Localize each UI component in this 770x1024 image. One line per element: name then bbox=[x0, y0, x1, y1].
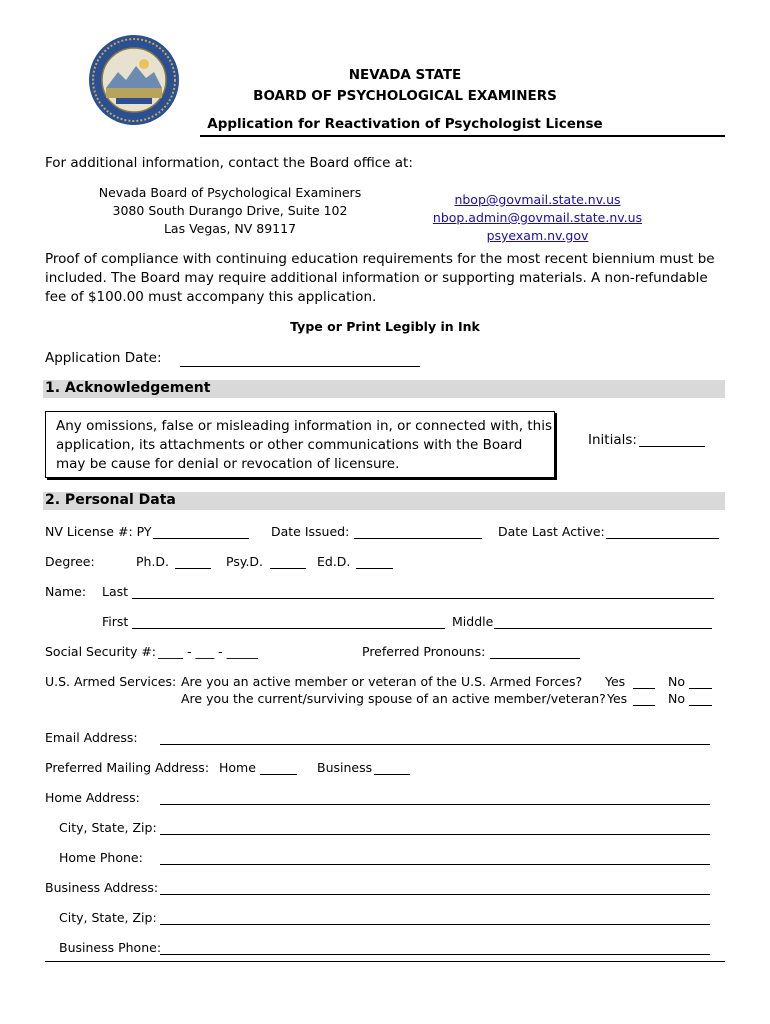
armed-q2-no-field[interactable] bbox=[689, 705, 712, 706]
email-field[interactable] bbox=[160, 744, 710, 745]
application-date-field[interactable] bbox=[180, 366, 420, 367]
middle-name-label: Middle bbox=[452, 614, 494, 629]
proof-line: included. The Board may require additional information or supporting materials. A non-refundable bbox=[45, 270, 708, 286]
degree-label: Degree: bbox=[45, 554, 95, 569]
proof-line: fee of $100.00 must accompany this application. bbox=[45, 289, 377, 305]
mailing-preference-label: Preferred Mailing Address: bbox=[45, 760, 210, 775]
section-title-acknowledgement: 1. Acknowledgement bbox=[45, 380, 211, 396]
armed-q1-no-label: No bbox=[668, 674, 685, 689]
date-issued-field[interactable] bbox=[354, 538, 482, 539]
ack-line: application, its attachments or other communications with the Board bbox=[56, 437, 523, 453]
header-rule bbox=[200, 135, 725, 137]
degree-phd-label: Ph.D. bbox=[136, 554, 170, 569]
home-city-field[interactable] bbox=[160, 834, 710, 835]
pronouns-label: Preferred Pronouns: bbox=[362, 644, 486, 659]
website-link[interactable]: psyexam.nv.gov bbox=[486, 228, 589, 243]
business-city-field[interactable] bbox=[160, 924, 710, 925]
application-date-label: Application Date: bbox=[45, 350, 162, 366]
business-address-label: Business Address: bbox=[45, 880, 159, 895]
degree-edd-field[interactable] bbox=[356, 568, 393, 569]
last-name-field[interactable] bbox=[132, 598, 714, 599]
mailing-home-field[interactable] bbox=[260, 774, 297, 775]
degree-psyd-field[interactable] bbox=[270, 568, 306, 569]
armed-services-label: U.S. Armed Services: bbox=[45, 674, 177, 689]
nevada-state-seal-icon bbox=[88, 34, 180, 126]
initials-label: Initials: bbox=[588, 432, 637, 448]
ack-line: may be cause for denial or revocation of licensure. bbox=[56, 456, 400, 472]
ssn-field[interactable]: ____ - ___ - _____ bbox=[158, 644, 258, 659]
home-city-label: City, State, Zip: bbox=[59, 820, 157, 835]
pronouns-field[interactable] bbox=[490, 658, 580, 659]
business-city-label: City, State, Zip: bbox=[59, 910, 157, 925]
first-name-field[interactable] bbox=[132, 628, 445, 629]
date-issued-label: Date Issued: bbox=[271, 524, 350, 539]
degree-edd-label: Ed.D. bbox=[317, 554, 351, 569]
ack-line: Any omissions, false or misleading information in, or connected with, this bbox=[56, 418, 553, 434]
home-address-label: Home Address: bbox=[45, 790, 140, 805]
name-label: Name: bbox=[45, 584, 87, 599]
armed-question-1: Are you an active member or veteran of the U.S. Armed Forces? bbox=[181, 674, 583, 689]
date-last-active-label: Date Last Active: bbox=[498, 524, 605, 539]
degree-psyd-label: Psy.D. bbox=[226, 554, 264, 569]
armed-q1-no-field[interactable] bbox=[689, 688, 712, 689]
contact-intro: For additional information, contact the Board office at: bbox=[45, 155, 413, 171]
business-address-field[interactable] bbox=[160, 894, 710, 895]
middle-name-field[interactable] bbox=[494, 628, 712, 629]
email-link-1[interactable]: nbop@govmail.state.nv.us bbox=[454, 192, 621, 207]
header-line1: NEVADA STATE bbox=[348, 67, 462, 83]
home-phone-label: Home Phone: bbox=[59, 850, 143, 865]
armed-q2-yes-field[interactable] bbox=[633, 705, 655, 706]
business-phone-field[interactable] bbox=[160, 954, 710, 955]
address-line: Las Vegas, NV 89117 bbox=[163, 221, 297, 236]
home-address-field[interactable] bbox=[160, 804, 710, 805]
bottom-rule bbox=[45, 961, 725, 962]
address-line: 3080 South Durango Drive, Suite 102 bbox=[112, 203, 348, 218]
business-phone-label: Business Phone: bbox=[59, 940, 162, 955]
initials-field[interactable] bbox=[639, 446, 705, 447]
first-name-label: First bbox=[102, 614, 129, 629]
email-link-2[interactable]: nbop.admin@govmail.state.nv.us bbox=[432, 210, 643, 225]
last-name-label: Last bbox=[102, 584, 129, 599]
armed-q1-yes-label: Yes bbox=[605, 674, 626, 689]
date-last-active-field[interactable] bbox=[606, 538, 719, 539]
page-title: Application for Reactivation of Psychologist License bbox=[207, 116, 603, 132]
address-line: Nevada Board of Psychological Examiners bbox=[98, 185, 362, 200]
mailing-business-label: Business bbox=[317, 760, 373, 775]
email-label: Email Address: bbox=[45, 730, 138, 745]
instruction: Type or Print Legibly in Ink bbox=[290, 319, 480, 334]
armed-q2-no-label: No bbox=[668, 691, 685, 706]
ssn-label: Social Security #: bbox=[45, 644, 157, 659]
armed-q2-yes-label: Yes bbox=[607, 691, 628, 706]
license-field[interactable] bbox=[153, 538, 249, 539]
armed-question-2: Are you the current/surviving spouse of an active member/veteran? bbox=[181, 691, 606, 706]
mailing-home-label: Home bbox=[219, 760, 256, 775]
header-line2: BOARD OF PSYCHOLOGICAL EXAMINERS bbox=[253, 88, 557, 104]
home-phone-field[interactable] bbox=[160, 864, 710, 865]
armed-q1-yes-field[interactable] bbox=[633, 688, 655, 689]
mailing-business-field[interactable] bbox=[374, 774, 410, 775]
license-label: NV License #: PY bbox=[45, 524, 152, 539]
proof-line: Proof of compliance with continuing education requirements for the most recent biennium must be bbox=[45, 251, 715, 267]
section-title-personal-data: 2. Personal Data bbox=[45, 492, 176, 508]
degree-phd-field[interactable] bbox=[175, 568, 211, 569]
